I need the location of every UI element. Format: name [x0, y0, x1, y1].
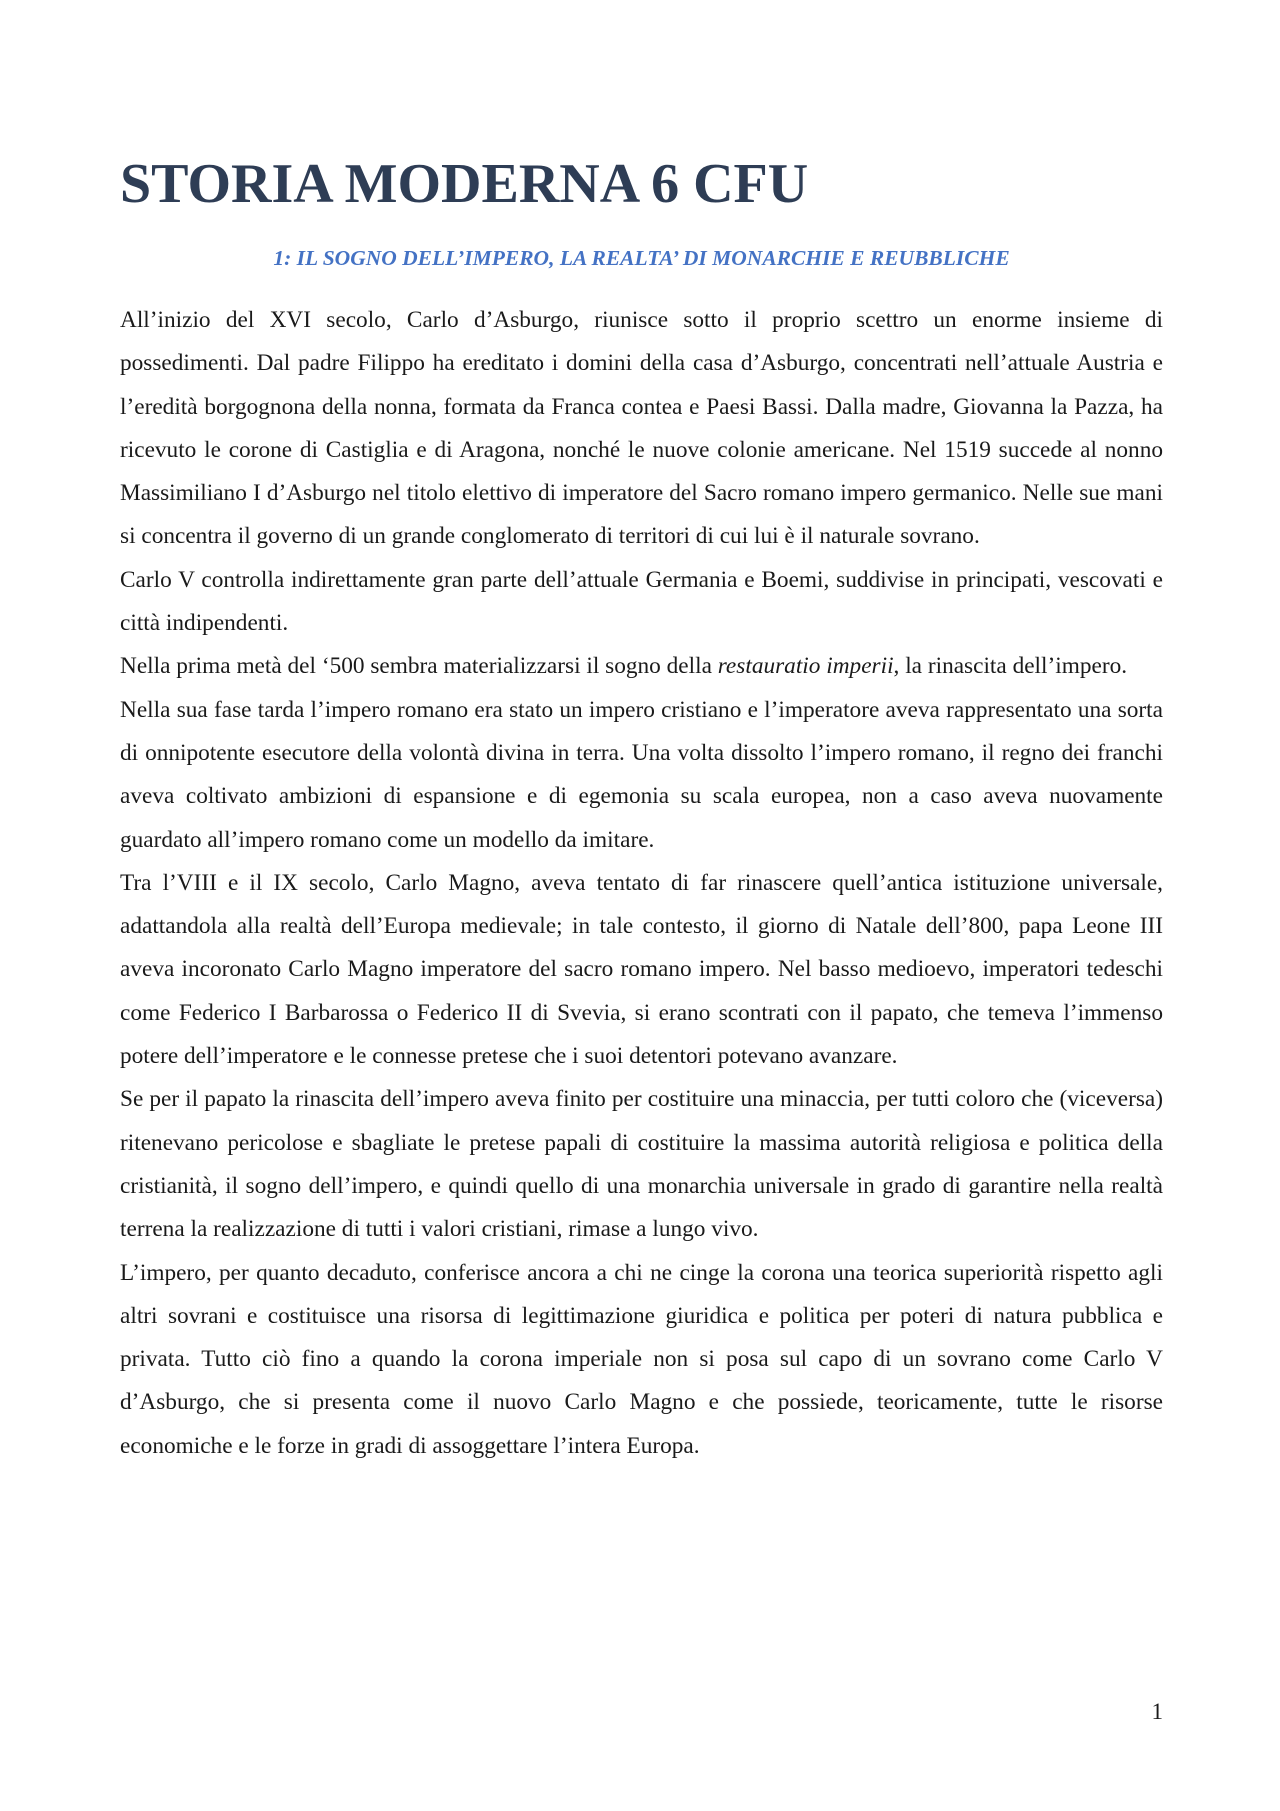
document-body [120, 299, 1163, 1468]
chapter-heading: 1: IL SOGNO DELL’IMPERO, LA REALTA’ DI MONARCHIE E REUBBLICHE [273, 246, 1010, 270]
paragraph-6: Se per il papato la rinascita dell’impero aveva finito per costituire una minaccia, per tutti coloro che (viceversa) ritenevano pericolose e sbagliate le pretese papali di costituire la massima autorità religiosa e politica della cristianità, il sogno dell’impero, e quindi quello di una monarchia universale in grado di garantire nella realtà terrena la realizzazione di tutti i valori cristiani, rimase a lungo vivo. [120, 1086, 1163, 1243]
document-title: STORIA MODERNA 6 CFU [120, 153, 809, 215]
paragraph-2: Carlo V controlla indirettamente gran parte dell’attuale Germania e Boemi, suddivise in principati, vescovati e città indipendenti. [120, 566, 1163, 637]
paragraph-3-text-before: Nella prima metà del ‘500 sembra materializzarsi il sogno della [120, 653, 718, 680]
paragraph-3-text-after: , la rinascita dell’impero. [893, 653, 1128, 680]
paragraph-3 [120, 645, 1163, 688]
paragraph-1: All’inizio del XVI secolo, Carlo d’Asburgo, riunisce sotto il proprio scettro un enorme insieme di possedimenti. Dal padre Filippo ha ereditato i domini della casa d’Asburgo, concentrati nell’attuale Austria e l’eredità borgognona della nonna, formata da Franca contea e Paesi Bassi. Dalla madre, Giovanna la Pazza, ha ricevuto le corone di Castiglia e di Aragona, nonché le nuove colonie americane. Nel 1519 succede al nonno Massimiliano I d’Asburgo nel titolo elettivo di imperatore del Sacro romano impero germanico. Nelle sue mani si concentra il governo di un grande conglomerato di territori di cui lui è il naturale sovrano. [120, 307, 1163, 550]
page-number: 1 [1151, 1699, 1163, 1724]
paragraph-4: Nella sua fase tarda l’impero romano era stato un impero cristiano e l’imperatore aveva rappresentato una sorta di onnipotente esecutore della volontà divina in terra. Una volta dissolto l’impero romano, il regno dei franchi aveva coltivato ambizioni di espansione e di egemonia su scala europea, non a caso aveva nuovamente guardato all’impero romano come un modello da imitare. [120, 696, 1163, 853]
paragraph-5: Tra l’VIII e il IX secolo, Carlo Magno, aveva tentato di far rinascere quell’antica istituzione universale, adattandola alla realtà dell’Europa medievale; in tale contesto, il giorno di Natale dell’800, papa Leone III aveva incoronato Carlo Magno imperatore del sacro romano impero. Nel basso medioevo, imperatori tedeschi come Federico I Barbarossa o Federico II di Svevia, si erano scontrati con il papato, che temeva l’immenso potere dell’imperatore e le connesse pretese che i suoi detentori potevano avanzare. [120, 869, 1163, 1070]
paragraph-7: L’impero, per quanto decaduto, conferisce ancora a chi ne cinge la corona una teorica superiorità rispetto agli altri sovrani e costituisce una risorsa di legittimazione giuridica e politica per poteri di natura pubblica e privata. Tutto ciò fino a quando la corona imperiale non si posa sul capo di un sovrano come Carlo V d’Asburgo, che si presenta come il nuovo Carlo Magno e che possiede, teoricamente, tutte le risorse economiche e le forze in gradi di assoggettare l’intera Europa. [120, 1259, 1163, 1459]
paragraph-3-emphasis: restauratio imperii [717, 653, 894, 680]
